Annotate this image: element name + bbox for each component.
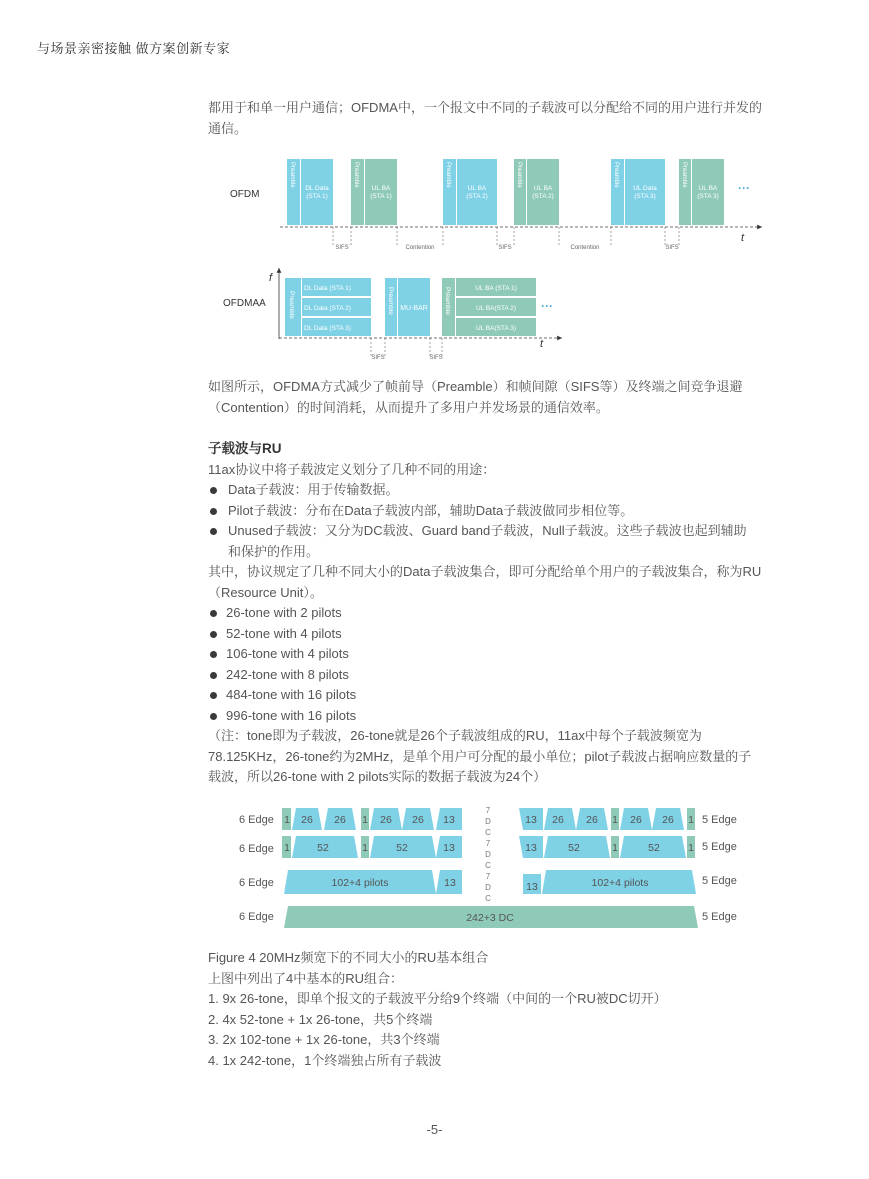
- intro-paragraph: [208, 98, 778, 139]
- sifs-label: SIFS: [371, 355, 385, 361]
- page-header: 与场景亲密接触 做方案创新专家: [37, 41, 231, 56]
- ofdm-label: OFDM: [230, 189, 260, 200]
- preamble-text: Preamble: [516, 162, 522, 188]
- left-edge-label: 6 Edge: [239, 911, 274, 923]
- page-number: -5-: [426, 1122, 443, 1137]
- list-item: 2. 4x 52-tone + 1x 26-tone，共5个终端: [208, 1011, 433, 1027]
- ul-ba-sta1-l1: UL BA: [371, 185, 391, 192]
- ru-label: 1: [362, 842, 368, 854]
- ru-label: 13: [443, 842, 455, 854]
- ru-label: 26: [586, 814, 598, 826]
- ul-ba-sta2-block: [457, 159, 497, 225]
- ul-ba-sta1-l2: (STA 1): [370, 193, 392, 200]
- ofdma-explanation: [208, 377, 778, 418]
- preamble-text: Preamble: [681, 162, 687, 188]
- right-edge-label: 5 Edge: [702, 841, 737, 853]
- ofdma-ul-sta2-text: UL BA(STA 2): [475, 305, 517, 312]
- tone-item: 484-tone with 16 pilots: [208, 685, 778, 706]
- dc-label: C: [485, 894, 491, 903]
- ru-definition-1: 其中，协议规定了几种不同大小的Data子载波集合，即可分配给单个用户的子载波集合，称为RU: [208, 564, 762, 579]
- ru-label: 52: [396, 842, 408, 854]
- preamble-text: Preamble: [288, 291, 295, 319]
- preamble-text: Preamble: [613, 162, 619, 188]
- ru-label: 26: [552, 814, 564, 826]
- ofdma-ul-sta1-text: UL BA (STA 1): [475, 285, 517, 292]
- para2-line-1: 如图所示，OFDMA方式减少了帧前导（Preamble）和帧间隙（SIFS等）及终端之间竞争退避: [208, 379, 743, 394]
- list-item-continuation: 和保护的作用。: [228, 543, 320, 559]
- list-item: 3. 2x 102-tone + 1x 26-tone，共3个终端: [208, 1032, 440, 1047]
- right-edge-label: 5 Edge: [702, 814, 737, 826]
- dc-label: C: [485, 861, 491, 870]
- sifs-label: SIFS: [429, 355, 443, 361]
- ru-label: 102+4 pilots: [591, 877, 649, 889]
- ofdma-dl-sta1-text: DL Data (STA 1): [304, 285, 351, 292]
- ul-ba-sta2b-l2: (STA 2): [532, 193, 554, 200]
- ru-label: 52: [648, 842, 660, 854]
- dl-data-sta1-l1: DL Data: [305, 185, 329, 192]
- row-242-tone: [284, 906, 698, 928]
- ru-combination-diagram: [230, 800, 750, 935]
- tone-item: 996-tone with 16 pilots: [208, 706, 778, 727]
- figure-caption: Figure 4 20MHz频宽下的不同大小的RU基本组合: [208, 950, 489, 965]
- list-item: 4. 1x 242-tone，1个终端独占所有子载波: [208, 1052, 442, 1068]
- ru-definition-2: （Resource Unit）。: [208, 584, 323, 600]
- ru-label: 26: [630, 814, 642, 826]
- ofdma-ellipsis: ···: [541, 299, 553, 313]
- ru-label: 1: [688, 814, 694, 826]
- tone-item: 242-tone with 8 pilots: [208, 665, 778, 686]
- preamble-text: Preamble: [353, 162, 359, 188]
- ofdm-t-label: t: [741, 232, 745, 244]
- preamble-text: Preamble: [387, 287, 394, 315]
- dc-label: D: [485, 850, 491, 859]
- summary-line: 上图中列出了4中基本的RU组合：: [208, 970, 404, 986]
- intro-line-2: 通信。: [208, 120, 248, 136]
- list-item: Data子载波：用于传输数据。: [208, 480, 778, 501]
- dc-label: D: [485, 817, 491, 826]
- note-line-1: （注：tone即为子载波，26-tone就是26个子载波组成的RU，11ax中每个子载波频宽为: [208, 728, 702, 743]
- ru-label: 13: [444, 877, 456, 889]
- dl-data-sta3-l2: (STA 3): [634, 193, 656, 200]
- ofdma-dl-sta2-text: DL Data (STA 2): [304, 305, 351, 312]
- section-title: 子载波与RU: [208, 441, 282, 456]
- preamble-text: Preamble: [445, 162, 451, 188]
- contention-label: Contention: [570, 245, 600, 251]
- contention-label: Contention: [405, 245, 435, 251]
- dl-data-sta3-l1: UL Data: [633, 185, 657, 192]
- ru-label: 13: [525, 814, 537, 826]
- preamble-text: Preamble: [289, 162, 295, 188]
- dl-data-sta1-l2: (STA 1): [306, 193, 328, 200]
- ru-section: [208, 439, 778, 788]
- para2-line-2: （Contention）的时间消耗，从而提升了多用户并发场景的通信效率。: [208, 399, 609, 415]
- right-edge-label: 5 Edge: [702, 875, 737, 887]
- ofdma-t-label: t: [540, 338, 544, 350]
- ru-label: 13: [525, 842, 537, 854]
- dc-label: D: [485, 883, 491, 892]
- ru-label: 102+4 pilots: [331, 877, 389, 889]
- intro-line-1: 都用于和单一用户通信；OFDMA中，一个报文中不同的子载波可以分配给不同的用户进行并发的: [208, 100, 762, 115]
- ru-label: 1: [284, 842, 290, 854]
- ul-ba-sta3-l1: UL BA: [698, 185, 718, 192]
- ul-ba-sta1-block: [365, 159, 397, 225]
- ru-label: 26: [380, 814, 392, 826]
- ul-ba-sta2b-l1: UL BA: [533, 185, 553, 192]
- ofdm-timeline: [280, 159, 762, 251]
- list-item: Unused子载波：又分为DC载波、Guard band子载波，Null子载波。这些子载波也起到辅助: [208, 521, 778, 542]
- list-item: 1. 9x 26-tone，即单个报文的子载波平分给9个终端（中间的一个RU被DC切开）: [208, 991, 667, 1006]
- ru-label: 1: [284, 814, 290, 826]
- ru-label: 1: [362, 814, 368, 826]
- ru-label: 26: [334, 814, 346, 826]
- ofdma-timeline: [223, 268, 562, 361]
- dc-label: 7: [485, 872, 491, 881]
- note-line-2: 78.125KHz，26-tone约为2MHz，是单个用户可分配的最小单位；pilot子载波占据响应数量的子: [208, 748, 752, 764]
- ru-label: 242+3 DC: [466, 912, 514, 924]
- ru-label: 1: [688, 842, 694, 854]
- ul-ba-sta2b-block: [527, 159, 559, 225]
- note-line-3: 载波，所以26-tone with 2 pilots实际的数据子载波为24个）: [208, 769, 547, 784]
- tone-item: 26-tone with 2 pilots: [208, 603, 778, 624]
- tone-item: 52-tone with 4 pilots: [208, 624, 778, 645]
- dl-data-sta1-block: [301, 159, 333, 225]
- tone-item: 106-tone with 4 pilots: [208, 644, 778, 665]
- ul-ba-sta3-block: [692, 159, 724, 225]
- ofdma-ul-sta3-text: UL BA(STA 3): [475, 325, 517, 332]
- ru-label: 13: [526, 881, 538, 893]
- sifs-label: SIFS: [665, 245, 679, 251]
- list-item: Pilot子载波：分布在Data子载波内部，辅助Data子载波做同步相位等。: [208, 501, 778, 522]
- ru-label: 26: [301, 814, 313, 826]
- ru-label: 52: [568, 842, 580, 854]
- ru-label: 1: [612, 814, 618, 826]
- preamble-text: Preamble: [444, 287, 451, 315]
- figure-caption-section: [208, 948, 778, 1071]
- right-edge-label: 5 Edge: [702, 911, 737, 923]
- dl-data-sta3-block: [625, 159, 665, 225]
- ru-label: 13: [443, 814, 455, 826]
- ofdma-label: OFDMAA: [223, 298, 266, 309]
- dc-label: 7: [485, 839, 491, 848]
- ru-label: 1: [612, 842, 618, 854]
- dc-label: 7: [485, 806, 491, 815]
- ru-label: 52: [317, 842, 329, 854]
- left-edge-label: 6 Edge: [239, 843, 274, 855]
- ru-label: 26: [412, 814, 424, 826]
- ru-label: 26: [662, 814, 674, 826]
- ofdma-dl-sta3-text: DL Data (STA 3): [304, 325, 351, 332]
- ul-ba-sta2-l1: UL BA: [467, 185, 487, 192]
- sifs-label: SIFS: [335, 245, 349, 251]
- dc-label: C: [485, 828, 491, 837]
- mu-bar-text: MU-BAR: [400, 305, 428, 312]
- left-edge-label: 6 Edge: [239, 877, 274, 889]
- ru-intro: 11ax协议中将子载波定义划分了几种不同的用途：: [208, 461, 496, 477]
- sifs-label: SIFS: [498, 245, 512, 251]
- ofdm-ofdma-diagram: [210, 150, 780, 365]
- ofdma-f-label: f: [269, 272, 273, 284]
- left-edge-label: 6 Edge: [239, 814, 274, 826]
- ofdm-ellipsis: ···: [738, 181, 750, 195]
- ul-ba-sta2-l2: (STA 2): [466, 193, 488, 200]
- ul-ba-sta3-l2: (STA 3): [697, 193, 719, 200]
